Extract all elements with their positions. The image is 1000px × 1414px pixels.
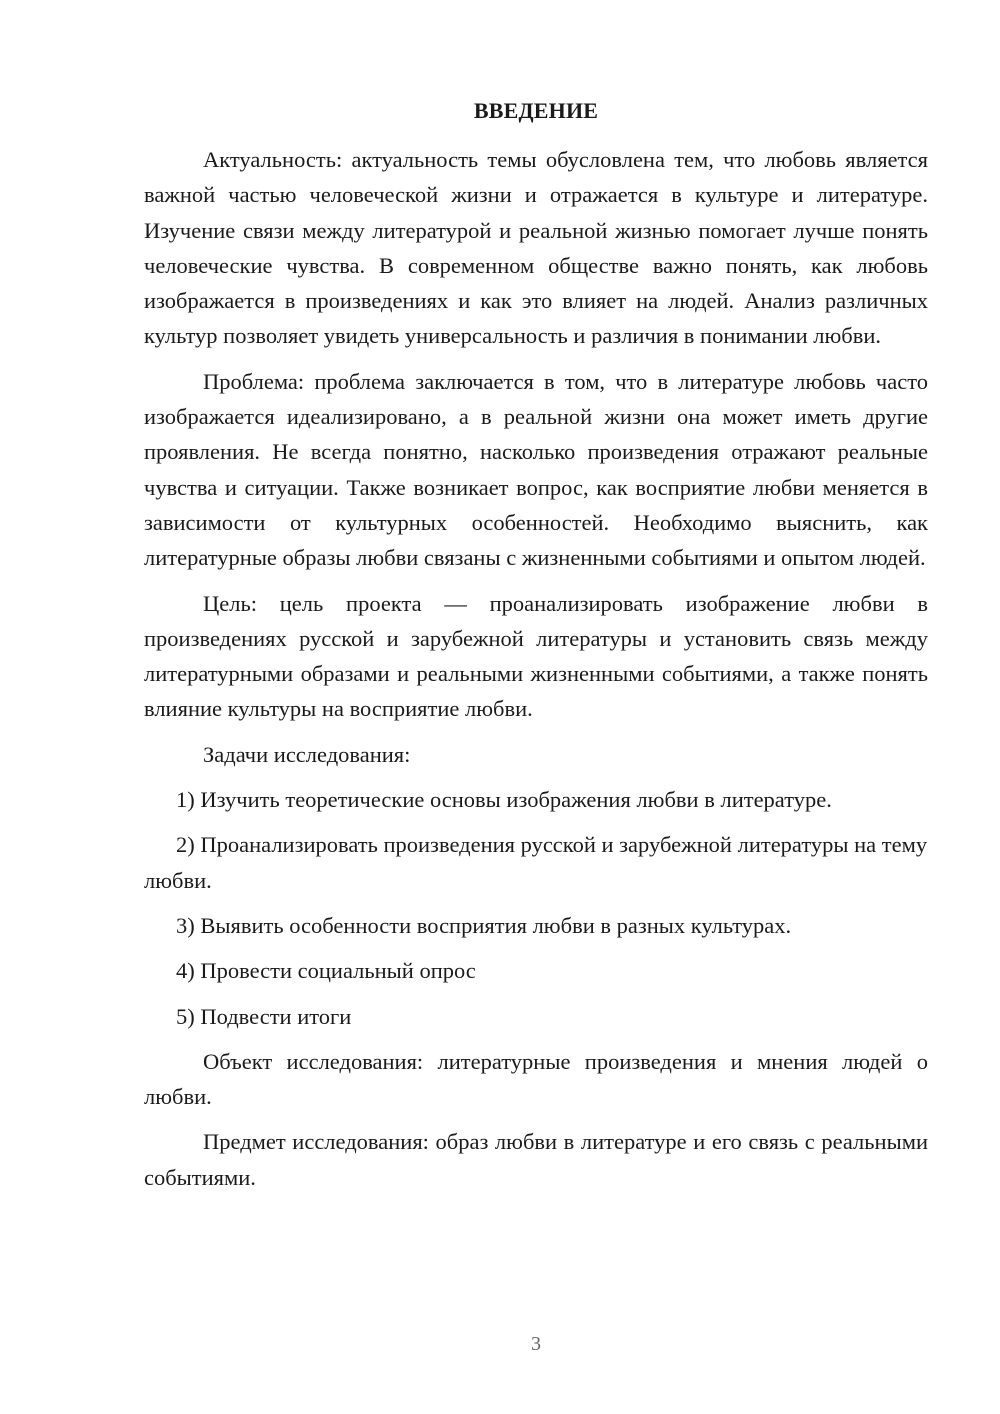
task-item-4: 4) Провести социальный опрос [176, 958, 476, 984]
paragraph-relevance: Актуальность: актуальность темы обусловлена тем, что любовь является важной частью человеческой жизни и отражается в культуре и литературе. Изучение связи между литературой и реальной жизнью помогает лучше понять человеческие чувства. В современном обществе важно понять, как любовь изображается в произведениях и как это влияет на людей. Анализ различных культур позволяет увидеть универсальность и различия в понимании любви. [144, 147, 928, 349]
paragraph-problem: Проблема: проблема заключается в том, что в литературе любовь часто изображается идеализировано, а в реальной жизни она может иметь другие проявления. Не всегда понятно, насколько произведения отражают реальные чувства и ситуации. Также возникает вопрос, как восприятие любви меняется в зависимости от культурных особенностей. Необходимо выяснить, как литературные образы любви связаны с жизненными событиями и опытом людей. [144, 368, 928, 571]
page-title: ВВЕДЕНИЕ [473, 98, 599, 123]
task-item-5: 5) Подвести итоги [176, 1003, 352, 1029]
paragraph-object: Объект исследования: литературные произведения и мнения людей о любви. [144, 1048, 928, 1110]
paragraph-subject: Предмет исследования: образ любви в литературе и его связь с реальными событиями. [144, 1129, 928, 1190]
task-item-1: 1) Изучить теоретические основы изображения любви в литературе. [176, 787, 832, 813]
page-number: 3 [531, 1333, 541, 1355]
paragraph-goal: Цель: цель проекта — проанализировать изображение любви в произведениях русской и зарубежной литературы и установить связь между литературными образами и реальными жизненными событиями, а также понять влияние культуры на восприятие любви. [144, 590, 928, 722]
task-item-2: 2) Проанализировать произведения русской и зарубежной литературы на тему любви. [144, 832, 928, 893]
tasks-heading: Задачи исследования: [203, 741, 411, 767]
document-body [144, 142, 928, 1205]
task-item-3: 3) Выявить особенности восприятия любви в разных культурах. [176, 912, 792, 938]
